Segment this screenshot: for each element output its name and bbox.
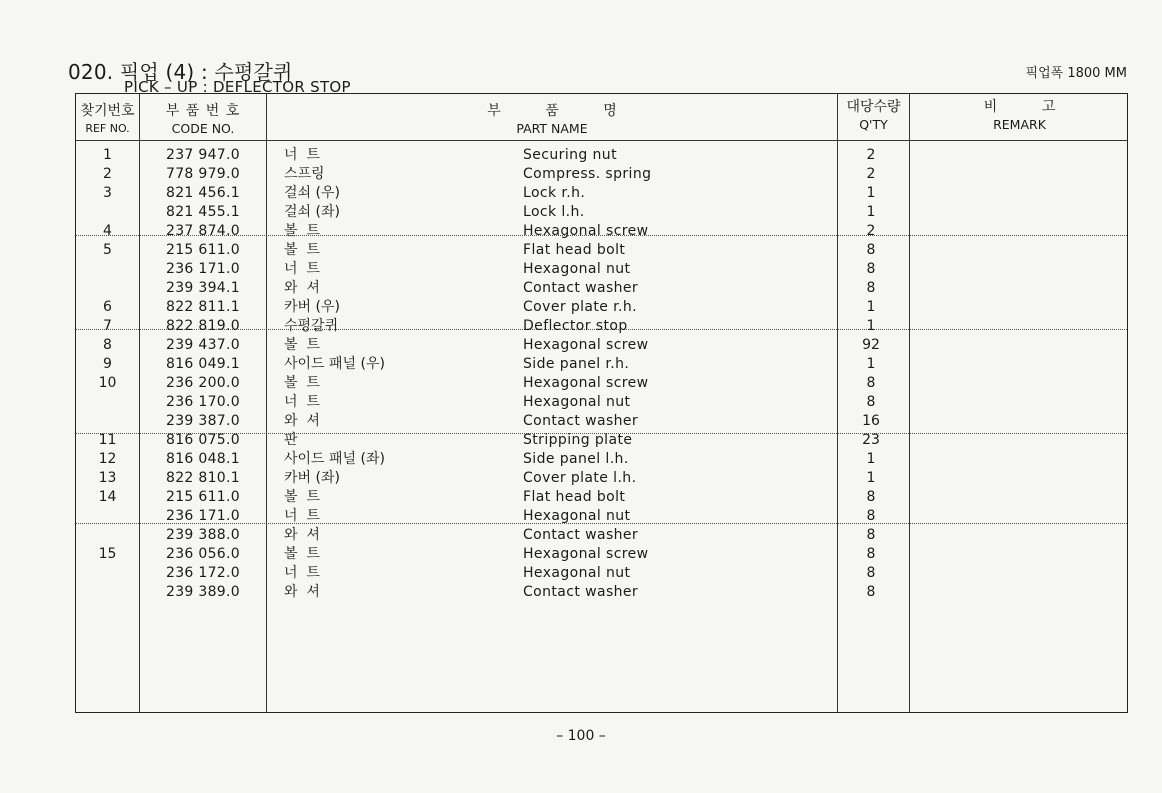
quantity: 1: [866, 204, 876, 220]
quantity: 8: [866, 280, 876, 296]
code-number: 821 455.1: [166, 204, 240, 220]
code-number: 239 388.0: [166, 527, 240, 543]
code-number: 822 819.0: [166, 318, 240, 334]
quantity: 1: [866, 356, 876, 372]
part-name-english: Hexagonal nut: [523, 508, 631, 524]
part-name-korean: 사이드 패널 (좌): [284, 451, 385, 467]
part-name-korean: 너 트: [284, 565, 320, 581]
table-row: [76, 526, 1127, 545]
quantity: 23: [862, 432, 880, 448]
code-number: 215 611.0: [166, 489, 240, 505]
part-name-english: Cover plate l.h.: [523, 470, 637, 486]
table-row: [76, 184, 1127, 203]
page-subtitle: PICK – UP : DEFLECTOR STOP: [124, 78, 351, 96]
code-number: 239 387.0: [166, 413, 240, 429]
part-name-english: Hexagonal screw: [523, 375, 649, 391]
header-remark-en: REMARK: [993, 117, 1046, 132]
ref-number: 4: [103, 223, 112, 239]
code-number: 239 437.0: [166, 337, 240, 353]
code-number: 816 075.0: [166, 432, 240, 448]
header-qty-ko: 대당수량: [846, 99, 901, 115]
ref-number: 14: [98, 489, 117, 505]
part-name-korean: 볼 트: [284, 375, 320, 391]
code-number: 237 874.0: [166, 223, 240, 239]
part-name-korean: 볼 트: [284, 489, 320, 505]
quantity: 1: [866, 185, 876, 201]
table-row: [76, 355, 1127, 374]
quantity: 8: [866, 565, 876, 581]
part-name-korean: 와 셔: [284, 280, 320, 296]
ref-number: 12: [98, 451, 117, 467]
quantity: 1: [866, 318, 876, 334]
table-row: [76, 260, 1127, 279]
table-row: [76, 488, 1127, 507]
part-name-english: Side panel r.h.: [523, 356, 630, 372]
part-name-korean: 와 셔: [284, 413, 320, 429]
table-row: [76, 545, 1127, 564]
quantity: 1: [866, 299, 876, 315]
part-name-korean: 수평갈퀴: [284, 318, 339, 334]
header-remark-ko: 비 고: [983, 99, 1056, 115]
code-number: 816 049.1: [166, 356, 240, 372]
ref-number: 8: [103, 337, 112, 353]
quantity: 8: [866, 546, 876, 562]
part-name-korean: 카버 (우): [284, 299, 340, 315]
header-part-name: [267, 104, 837, 136]
quantity: 2: [866, 166, 876, 182]
code-number: 236 170.0: [166, 394, 240, 410]
part-name-korean: 와 셔: [284, 527, 320, 543]
quantity: 16: [862, 413, 880, 429]
header-code-ko: 부 품 번 호: [165, 103, 241, 119]
ref-number: 13: [98, 470, 117, 486]
header-ref: [76, 104, 139, 134]
quantity: 8: [866, 375, 876, 391]
ref-number: 10: [98, 375, 117, 391]
table-row: [76, 165, 1127, 184]
header-code: [140, 104, 266, 136]
part-name-english: Contact washer: [523, 280, 639, 296]
part-name-english: Lock r.h.: [523, 185, 586, 201]
part-name-english: Compress. spring: [523, 166, 652, 182]
part-name-english: Side panel l.h.: [523, 451, 629, 467]
part-name-english: Hexagonal nut: [523, 261, 631, 277]
ref-number: 9: [103, 356, 112, 372]
pickup-width-info: 픽업폭 1800 MM: [1025, 66, 1127, 81]
part-name-english: Hexagonal screw: [523, 337, 649, 353]
part-name-korean: 와 셔: [284, 584, 320, 600]
part-name-korean: 사이드 패널 (우): [284, 356, 385, 372]
part-name-korean: 판: [284, 432, 298, 448]
table-row: [76, 298, 1127, 317]
part-name-english: Contact washer: [523, 584, 639, 600]
part-name-english: Flat head bolt: [523, 489, 626, 505]
table-row: [76, 241, 1127, 260]
part-name-english: Contact washer: [523, 413, 639, 429]
header-qty: [838, 100, 909, 132]
header-code-en: CODE NO.: [171, 121, 235, 136]
part-name-english: Stripping plate: [523, 432, 633, 448]
quantity: 8: [866, 508, 876, 524]
code-number: 239 394.1: [166, 280, 240, 296]
table-row: [76, 450, 1127, 469]
table-row: [76, 336, 1127, 355]
part-name-english: Deflector stop: [523, 318, 628, 334]
part-name-english: Hexagonal nut: [523, 565, 631, 581]
code-number: 236 171.0: [166, 508, 240, 524]
quantity: 2: [866, 223, 876, 239]
part-name-korean: 걸쇠 (우): [284, 185, 340, 201]
code-number: 239 389.0: [166, 584, 240, 600]
part-name-english: Hexagonal screw: [523, 546, 649, 562]
ref-number: 11: [98, 432, 117, 448]
table-row: [76, 583, 1127, 602]
ref-number: 5: [103, 242, 112, 258]
quantity: 92: [862, 337, 880, 353]
code-number: 236 171.0: [166, 261, 240, 277]
quantity: 1: [866, 451, 876, 467]
table-row: [76, 317, 1127, 336]
table-row: [76, 564, 1127, 583]
code-number: 237 947.0: [166, 147, 240, 163]
quantity: 8: [866, 489, 876, 505]
code-number: 236 056.0: [166, 546, 240, 562]
code-number: 821 456.1: [166, 185, 240, 201]
ref-number: 15: [98, 546, 117, 562]
code-number: 215 611.0: [166, 242, 240, 258]
part-name-korean: 걸쇠 (좌): [284, 204, 340, 220]
header-ref-ko: 찾기번호: [80, 103, 135, 119]
table-row: [76, 203, 1127, 222]
code-number: 816 048.1: [166, 451, 240, 467]
table-row: [76, 431, 1127, 450]
quantity: 8: [866, 394, 876, 410]
part-name-korean: 너 트: [284, 508, 320, 524]
header-ref-en: REF NO.: [85, 122, 130, 135]
part-name-english: Flat head bolt: [523, 242, 626, 258]
code-number: 822 810.1: [166, 470, 240, 486]
table-row: [76, 146, 1127, 165]
part-name-english: Securing nut: [523, 147, 617, 163]
table-row: [76, 374, 1127, 393]
quantity: 8: [866, 527, 876, 543]
part-name-english: Lock l.h.: [523, 204, 585, 220]
part-name-korean: 볼 트: [284, 242, 320, 258]
part-name-english: Hexagonal screw: [523, 223, 649, 239]
quantity: 8: [866, 242, 876, 258]
quantity: 2: [866, 147, 876, 163]
code-number: 236 200.0: [166, 375, 240, 391]
ref-number: 6: [103, 299, 112, 315]
part-name-korean: 너 트: [284, 394, 320, 410]
code-number: 778 979.0: [166, 166, 240, 182]
table-row: [76, 393, 1127, 412]
quantity: 8: [866, 261, 876, 277]
ref-number: 1: [103, 147, 112, 163]
part-name-korean: 볼 트: [284, 337, 320, 353]
page-title: 020. 픽업 (4) : 수평갈퀴: [68, 60, 293, 84]
header-divider: [76, 140, 1127, 141]
table-row: [76, 412, 1127, 431]
header-remark: [910, 100, 1129, 132]
part-name-korean: 너 트: [284, 147, 320, 163]
quantity: 8: [866, 584, 876, 600]
page-number: – 100 –: [556, 728, 606, 744]
parts-table: [75, 93, 1128, 713]
header-qty-en: Q'TY: [859, 117, 888, 132]
header-part-name-ko: 부 품 명: [487, 103, 617, 119]
table-row: [76, 469, 1127, 488]
code-number: 236 172.0: [166, 565, 240, 581]
part-name-korean: 카버 (좌): [284, 470, 340, 486]
table-row: [76, 279, 1127, 298]
part-name-korean: 볼 트: [284, 223, 320, 239]
part-name-english: Cover plate r.h.: [523, 299, 637, 315]
table-row: [76, 507, 1127, 526]
part-name-korean: 볼 트: [284, 546, 320, 562]
table-row: [76, 222, 1127, 241]
part-name-english: Contact washer: [523, 527, 639, 543]
ref-number: 2: [103, 166, 112, 182]
ref-number: 3: [103, 185, 112, 201]
part-name-korean: 스프링: [284, 166, 325, 182]
quantity: 1: [866, 470, 876, 486]
part-name-korean: 너 트: [284, 261, 320, 277]
ref-number: 7: [103, 318, 112, 334]
header-part-name-en: PART NAME: [516, 121, 588, 136]
code-number: 822 811.1: [166, 299, 240, 315]
part-name-english: Hexagonal nut: [523, 394, 631, 410]
